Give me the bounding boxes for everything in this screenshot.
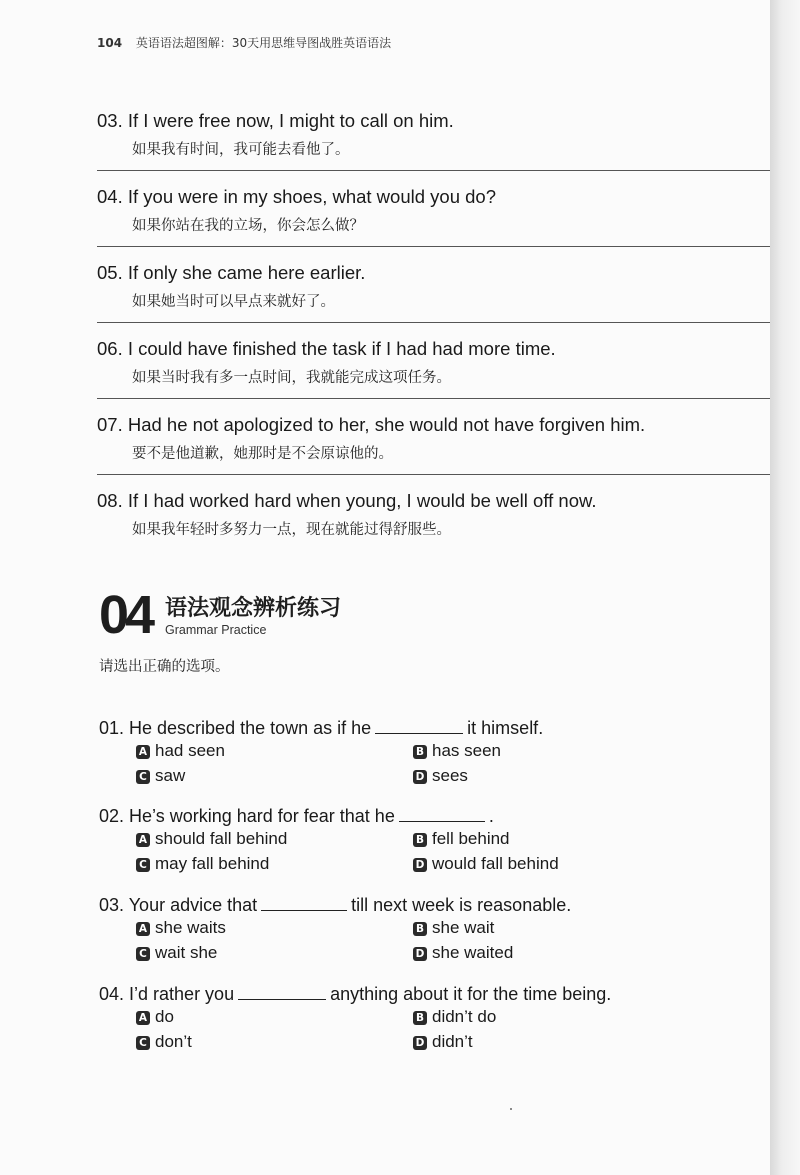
divider [97,398,770,399]
question-text [99,984,759,1005]
option-text: may fall behind [155,854,270,873]
example-sentence [97,414,770,463]
answer-blank [238,985,326,1000]
example-chinese: 如果当时我有多一点时间，我就能完成这项任务。 [132,370,451,386]
option-d [413,854,559,874]
divider [97,246,770,247]
option-key-badge: D [413,858,427,872]
book-title: 英语语法超图解：30天用思维导图战胜英语语法 [135,36,392,50]
option-key-badge: D [413,947,427,961]
option-d [413,1032,473,1052]
option-text: had seen [155,741,225,760]
option-key-badge: D [413,1036,427,1050]
option-c [136,854,269,874]
option-text: wait she [155,943,218,962]
answer-blank [261,896,347,911]
option-text: she waits [155,918,226,937]
answer-options [99,918,759,968]
option-key-badge: C [136,770,150,784]
option-c [136,766,185,786]
option-text: should fall behind [155,829,288,848]
option-b [413,829,510,849]
option-text: don’t [155,1032,192,1051]
example-english: 07. Had he not apologized to her, she would not have forgiven him. [97,414,646,435]
option-key-badge: B [413,745,427,759]
option-d [413,943,513,963]
question-text [99,806,759,827]
exercise-question [99,895,759,968]
option-key-badge: B [413,1011,427,1025]
option-b [413,918,494,938]
example-sentence [97,338,770,387]
question-text [99,718,759,739]
section-title: 语法观念辨析练习 [165,596,342,621]
example-english: 03. If I were free now, I might to call on him. [97,110,454,131]
example-chinese: 如果我有时间，我可能去看他了。 [132,142,350,158]
answer-options [99,829,759,879]
section-number: 04 [99,585,152,645]
question-stem: 04. I’d rather you [99,984,235,1004]
example-chinese: 要不是他道歉，她那时是不会原谅他的。 [132,446,393,462]
section-subtitle: Grammar Practice [165,623,267,637]
option-a [136,829,287,849]
divider [97,170,770,171]
option-key-badge: A [136,745,150,759]
question-ending: anything about it for the time being. [330,984,612,1004]
option-key-badge: D [413,770,427,784]
option-text: she wait [432,918,495,937]
question-ending: till next week is reasonable. [351,895,572,915]
option-text: she waited [432,943,514,962]
exercise-question [99,718,759,791]
example-sentence [97,490,770,539]
page-number: 104 [97,36,123,50]
question-stem: 03. Your advice that [99,895,258,915]
option-a [136,1007,174,1027]
example-english: 04. If you were in my shoes, what would you do? [97,186,496,207]
example-english: 08. If I had worked hard when young, I would be well off now. [97,490,597,511]
option-text: didn’t do [432,1007,497,1026]
option-a [136,741,225,761]
option-text: didn’t [432,1032,473,1051]
option-text: would fall behind [432,854,559,873]
example-sentence [97,110,770,159]
option-c [136,943,217,963]
answer-options [99,1007,759,1057]
option-d [413,766,468,786]
exercise-instruction: 请选出正确的选项。 [99,659,230,675]
option-text: fell behind [432,829,510,848]
question-text [99,895,759,916]
option-key-badge: C [136,1036,150,1050]
option-text: has seen [432,741,501,760]
option-key-badge: C [136,947,150,961]
example-english: 05. If only she came here earlier. [97,262,366,283]
answer-blank [375,719,463,734]
question-stem: 02. He’s working hard for fear that he [99,806,395,826]
option-a [136,918,226,938]
answer-blank [399,807,485,822]
option-key-badge: C [136,858,150,872]
question-stem: 01. He described the town as if he [99,718,372,738]
option-key-badge: B [413,922,427,936]
example-english: 06. I could have finished the task if I had had more time. [97,338,556,359]
question-ending: . [488,806,494,826]
option-key-badge: A [136,833,150,847]
question-ending: it himself. [467,718,544,738]
running-header [97,34,391,51]
option-c [136,1032,192,1052]
option-text: sees [432,766,468,785]
example-sentence [97,186,770,235]
option-text: do [155,1007,174,1026]
answer-options [99,741,759,791]
print-speck [510,1108,512,1110]
page-edge-shadow [770,0,800,1175]
option-text: saw [155,766,186,785]
exercise-question [99,984,759,1057]
example-chinese: 如果她当时可以早点来就好了。 [132,294,335,310]
option-b [413,741,501,761]
option-key-badge: B [413,833,427,847]
example-chinese: 如果我年轻时多努力一点，现在就能过得舒服些。 [132,522,451,538]
example-chinese: 如果你站在我的立场，你会怎么做？ [132,218,364,234]
example-sentence [97,262,770,311]
option-key-badge: A [136,1011,150,1025]
option-b [413,1007,496,1027]
divider [97,322,770,323]
divider [97,474,770,475]
exercise-question [99,806,759,879]
option-key-badge: A [136,922,150,936]
